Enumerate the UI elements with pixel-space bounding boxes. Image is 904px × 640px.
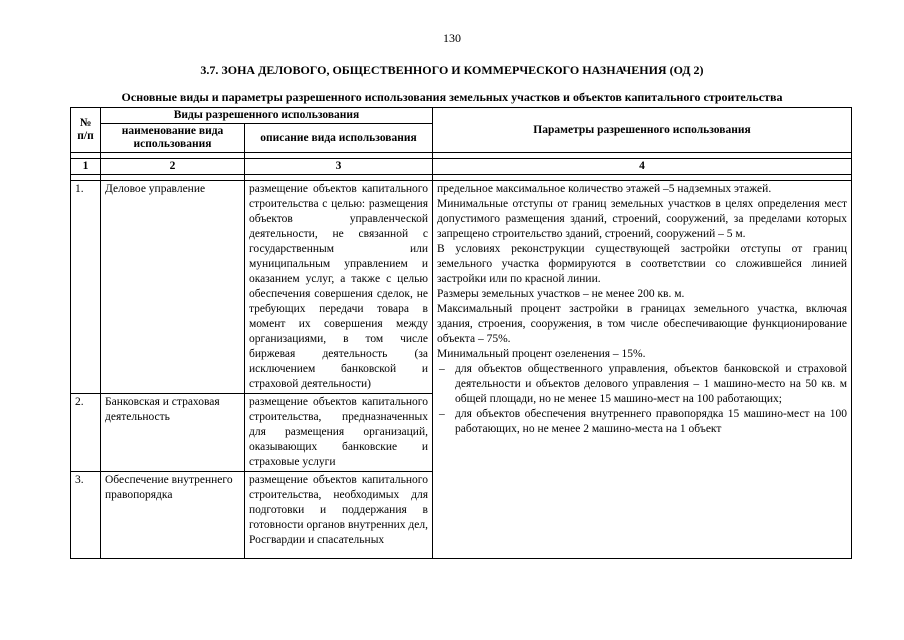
row-description: размещение объектов капитального строительства с целью: размещения объектов управленческой деятельности, не связанной с государственным или муниципальным управлением и оказанием услуг, а также с целью обеспечения совершения сделок, не требующих передачи товара в момент их совершения между организациями, в том числе биржевая деятельность (за исключением банковской и страховой деятельности) — [245, 181, 433, 394]
param-paragraph: Размеры земельных участков – не менее 200 кв. м. — [437, 288, 685, 300]
parameters-cell — [433, 181, 852, 559]
param-paragraph: Максимальный процент застройки в границах земельного участка, включая здания, строения, сооружения, в том числе обеспечивающие функционирование объекта – 75%. — [437, 303, 847, 345]
column-numbers-row — [71, 159, 852, 175]
zone-title: 3.7. ЗОНА ДЕЛОВОГО, ОБЩЕСТВЕННОГО И КОММЕРЧЕСКОГО НАЗНАЧЕНИЯ (ОД 2) — [200, 63, 704, 77]
row-num: 3. — [71, 472, 101, 559]
row-num: 2. — [71, 394, 101, 472]
column-number: 4 — [433, 159, 852, 175]
column-number: 2 — [101, 159, 245, 175]
permitted-use-table — [70, 107, 852, 559]
header-num: № п/п — [71, 108, 101, 153]
row-description-cell — [245, 472, 433, 559]
table-caption: Основные виды и параметры разрешенного использования земельных участков и объектов капитального строительства — [121, 90, 783, 104]
header-name: наименование вида использования — [101, 124, 245, 153]
list-item-text: для объектов общественного управления, объектов банковской и страховой деятельности и объектов делового управления – 1 машино-место на 50 кв. м общей площади, но не менее 15 машино-мест на 100 работающих; — [455, 363, 847, 405]
param-paragraph: В условиях реконструкции существующей застройки отступы от границ земельного участка формируются в соответствии со сложившейся линией застройки или по красной линии. — [437, 243, 847, 285]
header-row-top — [71, 108, 852, 124]
dash-marker: – — [439, 408, 445, 420]
row-name: Деловое управление — [101, 181, 245, 394]
header-kinds-group: Виды разрешенного использования — [101, 108, 433, 124]
list-item — [437, 407, 847, 437]
row-description: размещение объектов капитального строительства, предназначенных для размещения организаций, оказывающих банковские и страховые услуги — [245, 394, 433, 472]
param-paragraph: Минимальный процент озеленения – 15%. — [437, 348, 646, 360]
header-description: описание вида использования — [245, 124, 433, 153]
param-paragraph: Минимальные отступы от границ земельных участков в целях определения мест допустимого размещения зданий, строений, сооружений, за пределами которых запрещено строительство зданий, строений, сооружений – 5 м. — [437, 198, 847, 240]
row-description: размещение объектов капитального строительства, необходимых для подготовки и поддержания в готовности органов внутренних дел, Росгвардии и спасательных — [249, 474, 428, 546]
header-params: Параметры разрешенного использования — [433, 108, 852, 153]
dash-marker: – — [439, 363, 445, 375]
list-item — [437, 362, 847, 407]
row-name: Банковская и страховая деятельность — [101, 394, 245, 472]
column-number: 1 — [71, 159, 101, 175]
row-num: 1. — [71, 181, 101, 394]
table-row — [71, 181, 852, 394]
list-item-text: для объектов обеспечения внутреннего правопорядка 15 машино-мест на 100 работающих, но не менее 2 машино-места на 1 объект — [455, 408, 847, 435]
row-name: Обеспечение внутреннего правопорядка — [101, 472, 245, 559]
param-paragraph: предельное максимальное количество этажей –5 надземных этажей. — [437, 183, 772, 195]
page-number: 130 — [443, 31, 461, 45]
column-number: 3 — [245, 159, 433, 175]
